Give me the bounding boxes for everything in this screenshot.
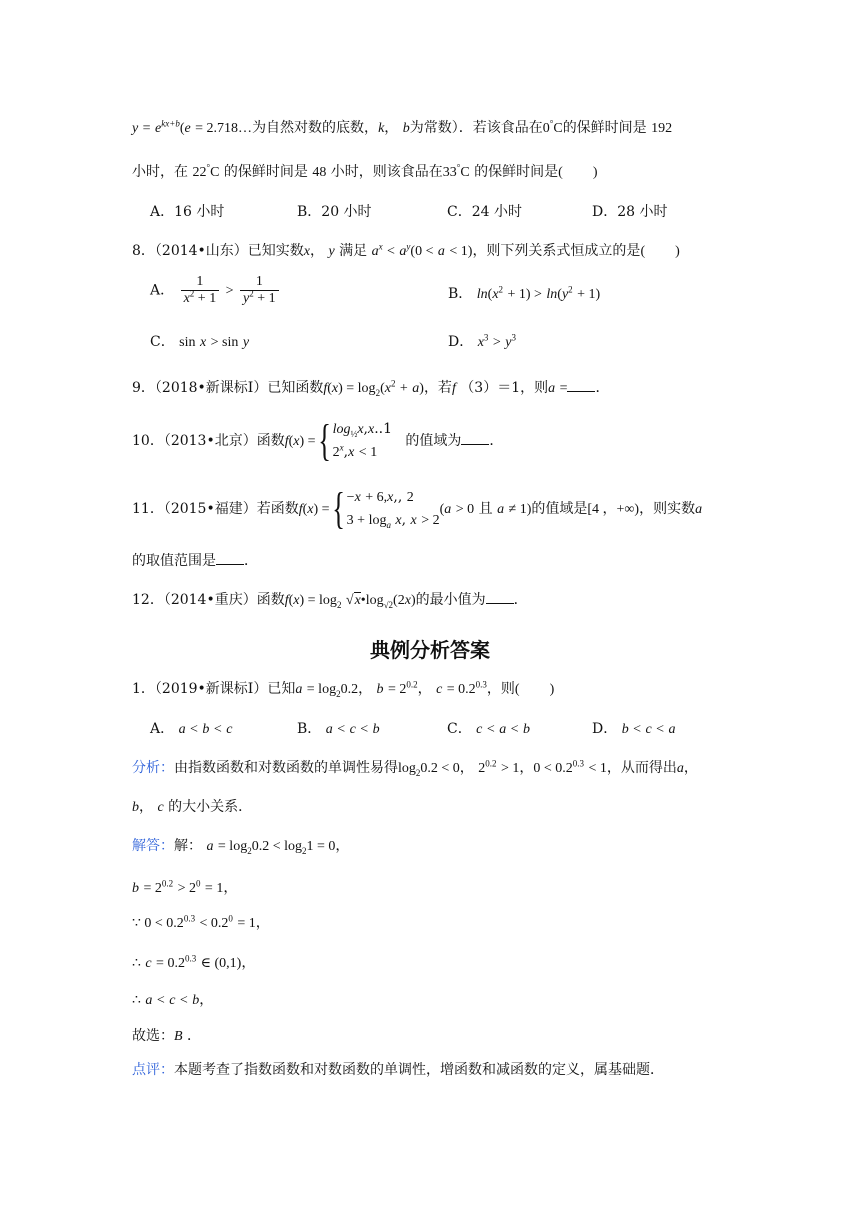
q7-line2: 小时，在 22°C 的保鲜时间是 48 小时，则该食品在33°C 的保鲜时间是( ) (132, 162, 598, 180)
q7-val: 192 (651, 121, 673, 136)
q7-option-a: A．16 小时 (150, 204, 225, 220)
q8-option-a: A． $\frac{1}{x^2 + 1}$ > $\frac{1}{y^2 + 1}$ (150, 274, 281, 307)
q10-end: ． (489, 433, 504, 449)
q11-mid: 的值域是 (531, 501, 588, 517)
comment-label: 点评： (132, 1062, 174, 1078)
q8-d-label: D． (448, 334, 474, 350)
q7-line1: $y = e^{kx+b}(e$ = 2.718…为自然对数的底数，k， b为常数）．若该食品在0°C的保鲜时间是 192 (132, 118, 673, 136)
choice-label: 故选： (132, 1028, 174, 1044)
ans1-step-b: $b = 2^{0.2} > 2^0 = 1$， (132, 878, 238, 896)
analysis-text1: 由指数函数和对数函数的单调性易得 (174, 760, 398, 776)
ans1-d-label: D． (592, 721, 618, 737)
ans1-stem: 1．（2019•新课标Ⅰ）已知$a = \log_20.2$， $b = 2^{0.2}$， $c = 0.2^{0.3}$，则( ) (132, 679, 555, 699)
q7-option-d: D．28 小时 (592, 204, 668, 220)
analysis-text2: ，从而得出 (606, 760, 677, 776)
comment-text: 本题考查了指数函数和对数函数的单调性，增函数和减函数的定义，属基础题． (174, 1062, 664, 1078)
q11-line2 (132, 551, 258, 571)
q12-stem: 12．（2014•重庆）函数$f(x) = \log_2$ $√x•\log_{√2}(2x)$的最小值为 ． (132, 592, 528, 610)
q9-three: （3） (460, 380, 498, 396)
ans1-choice: 故选：B ． (132, 1028, 202, 1044)
ans1-option-c: C． c < a < b (447, 721, 531, 737)
ans1-c-label: C． (447, 721, 472, 737)
q7-k: k (378, 121, 385, 136)
q7-line2-temp: 22 (192, 165, 207, 180)
q7-C: C (553, 121, 563, 136)
ans1-b-label: B． (297, 721, 322, 737)
ans1-a-label: A． (150, 721, 175, 737)
section-title: 典例分析答案 (370, 638, 490, 662)
q7-option-b: B．20 小时 (297, 204, 372, 220)
q7-line2-a: 小时，在 (132, 164, 188, 180)
q11-line2-text: 的取值范围是 (132, 553, 216, 569)
q7-b: b (402, 121, 410, 136)
q8-tail: ，则下列关系式恒成立的是 (472, 243, 641, 259)
q10-stem: 10．（2013•北京）函数f(x) ={ $\log_{\frac{1}{2}}x,x..1$ 2$^x$,x < 1 的值域为 ． (132, 416, 504, 465)
ans1-prefix: 1．（2019•新课标Ⅰ）已知 (132, 681, 296, 697)
q9-tail: ． (595, 380, 610, 396)
q11-prefix: 11．（2015•福建）若函数 (132, 501, 299, 517)
q8-option-b: B． $\ln(x^2 + 1) > \ln(y^2 + 1)$ (448, 284, 601, 302)
q11-end: ． (244, 553, 258, 569)
q8-mid: 满足 (339, 243, 368, 259)
q11-tail: ，则实数 (639, 501, 696, 517)
answer-jie: 解： (174, 838, 202, 854)
q8-stem: 8．（2014•山东）已知实数x， y 满足 $a^x < a^y(0 < a < 1)$，则下列关系式恒成立的是( ) (132, 241, 680, 259)
q10-tail: 的值域为 (405, 433, 462, 449)
q9-eq: ＝1，则 (497, 380, 549, 396)
q12-tail: 的最小值为 (415, 592, 486, 608)
ans1-comment (132, 1060, 664, 1080)
ans1-option-a: A． a < b < c (150, 721, 233, 737)
q11-stem: 11．（2015•福建）若函数f(x) ={ −x + 6,x,, 2 $3 + \log_a x$, x > 2 (a > 0 且 a ≠ 1)的值域是[4 ，+∞)，则实数a (132, 484, 703, 533)
q8-prefix: 8．（2014•山东）已知实数 (132, 243, 304, 259)
q8-option-c: C． sin x > sin y (150, 334, 250, 350)
q9-prefix: 9．（2018•新课标Ⅰ）已知函数 (132, 380, 324, 396)
ans1-analysis-line2: b， c 的大小关系． (132, 799, 253, 815)
q7-line2-temp2: 33 (442, 165, 457, 180)
ans1-step-order: ∴ a < c < b， (132, 992, 214, 1008)
q7-line2-b: 的保鲜时间是 (223, 164, 308, 180)
q9-stem: 9．（2018•新课标Ⅰ）已知函数$f(x) = \log_2(x^2 + a)$，若f （3）＝1，则a = ． (132, 378, 610, 398)
q10-prefix: 10．（2013•北京）函数 (132, 433, 285, 449)
ans1-analysis: 分析：由指数函数和对数函数的单调性易得$\log_20.2 < 0$， $2^{0.2} > 1$，$0 < 0.2^{0.3} < 1$，从而得出a， (132, 758, 698, 778)
ans1-step-c: ∴ $c = 0.2^{0.3}$ ∈ (0,1)， (132, 953, 256, 971)
answer-label: 解答： (132, 838, 174, 854)
q7-tail: 为常数）．若该食品在 (409, 120, 543, 136)
q9-mid: ，若 (423, 380, 452, 396)
ans1-option-b: B． a < c < b (297, 721, 380, 737)
q7-line2-c: 小时，则该食品在 (330, 164, 443, 180)
q7-deg: ° (549, 118, 554, 129)
ans1-option-d: D． b < c < a (592, 721, 676, 737)
analysis-label: 分析： (132, 760, 174, 776)
q7-temp1: 0 (542, 121, 550, 136)
q8-c-label: C． (150, 334, 175, 350)
q12-end: ． (513, 592, 528, 608)
q8-a-label: A． (150, 282, 175, 299)
q7-option-c: C．24 小时 (447, 204, 522, 220)
q7-line2-val: 48 (312, 165, 327, 180)
analysis-line2: 的大小关系． (168, 799, 253, 815)
q8-b-label: B． (448, 286, 473, 302)
q7-text: 为自然对数的底数， (252, 120, 379, 136)
q8-option-d: D． $x^3 > y^3$ (448, 332, 516, 350)
ans1-answer: 解答：解： $a = \log_20.2 < \log_21 = 0$， (132, 838, 350, 856)
ans1-then: ，则 (486, 681, 515, 697)
ans1-step-because: ∵ $0 < 0.2^{0.3} < 0.2^0 = 1$， (132, 913, 270, 931)
q7-line2-d: 的保鲜时间是 (474, 164, 559, 180)
q12-prefix: 12．（2014•重庆）函数 (132, 592, 285, 608)
q7-text2: 的保鲜时间是 (562, 120, 647, 136)
q11-cond: 且 (478, 501, 493, 517)
